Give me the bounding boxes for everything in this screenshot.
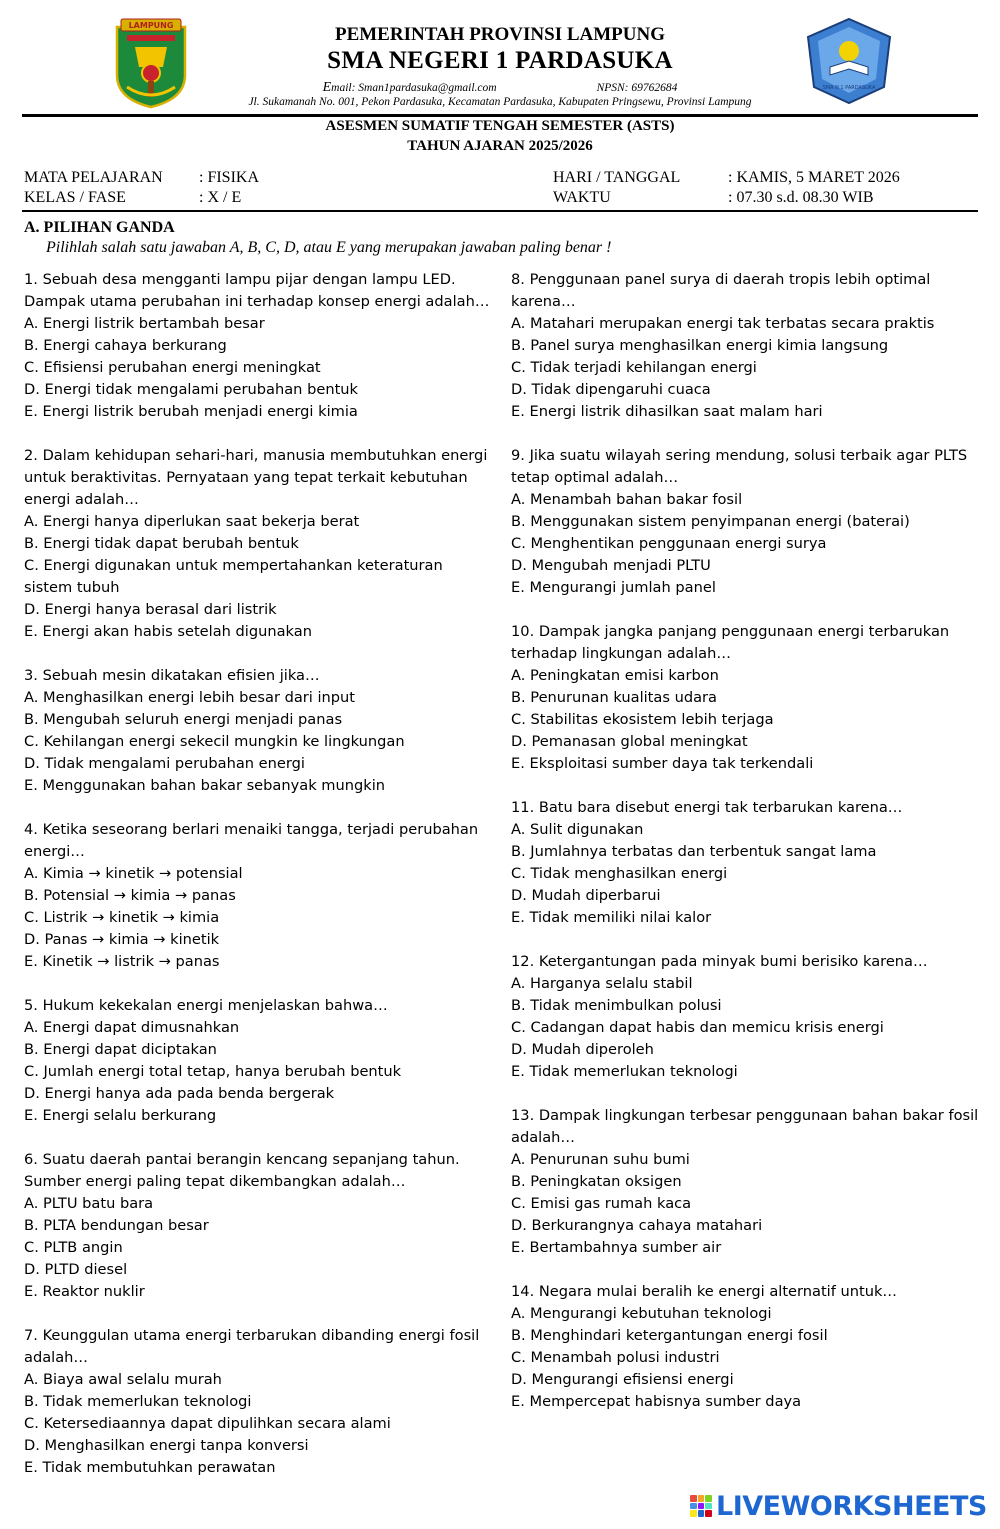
question-line: D. Mudah diperoleh	[511, 1041, 654, 1058]
time-value: : 07.30 s.d. 08.30 WIB	[728, 189, 874, 206]
question-line: E. Energi akan habis setelah digunakan	[24, 623, 312, 640]
question-text: 11. Batu bara disebut energi tak terbarukan karena…	[511, 799, 903, 816]
svg-text:LAMPUNG: LAMPUNG	[128, 21, 174, 30]
question-line: B. Peningkatan oksigen	[511, 1173, 682, 1190]
question-line: A. Energi hanya diperlukan saat bekerja berat	[24, 513, 360, 530]
question-text: 14. Negara mulai beralih ke energi alternatif untuk…	[511, 1283, 898, 1300]
question-line: B. Menghindari ketergantungan energi fosil	[511, 1327, 828, 1344]
question-line: A. Peningkatan emisi karbon	[511, 667, 719, 684]
question-text: 13. Dampak lingkungan terbesar penggunaan bahan bakar fosil	[511, 1107, 979, 1124]
question-block	[24, 269, 502, 423]
liveworksheets-watermark	[690, 1489, 987, 1523]
question-line: B. PLTA bendungan besar	[24, 1217, 209, 1234]
question-line: E. Menggunakan bahan bakar sebanyak mungkin	[24, 777, 386, 794]
question-line: D. Tidak dipengaruhi cuaca	[511, 381, 711, 398]
section-instruction: Pilihlah salah satu jawaban A, B, C, D, atau E yang merupakan jawaban paling benar !	[46, 239, 612, 256]
question-block	[511, 269, 983, 423]
question-text: 9. Jika suatu wilayah sering mendung, solusi terbaik agar PLTS	[511, 447, 968, 464]
questions-right-column	[511, 269, 983, 1435]
day-label: HARI / TANGGAL	[553, 169, 681, 186]
school-name: SMA NEGERI 1 PARDASUKA	[327, 47, 673, 74]
info-divider	[22, 210, 978, 212]
question-line: C. Jumlah energi total tetap, hanya berubah bentuk	[24, 1063, 402, 1080]
question-line: A. Penurunan suhu bumi	[511, 1151, 690, 1168]
question-line: B. Energi cahaya berkurang	[24, 337, 227, 354]
day-value: : KAMIS, 5 MARET 2026	[728, 169, 900, 186]
question-line: karena…	[511, 293, 576, 310]
question-line: Dampak utama perubahan ini terhadap konsep energi adalah…	[24, 293, 490, 310]
question-line: D. Berkurangnya cahaya matahari	[511, 1217, 763, 1234]
watermark-text: LIVEWORKSHEETS	[716, 1490, 987, 1522]
question-line: A. Harganya selalu stabil	[511, 975, 693, 992]
question-text: 1. Sebuah desa mengganti lampu pijar dengan lampu LED.	[24, 271, 456, 288]
lampung-province-emblem	[113, 17, 189, 109]
question-line: E. Mempercepat habisnya sumber daya	[511, 1393, 802, 1410]
question-line: B. Energi dapat diciptakan	[24, 1041, 217, 1058]
question-line: C. Efisiensi perubahan energi meningkat	[24, 359, 321, 376]
header-divider	[22, 114, 978, 117]
question-line: C. PLTB angin	[24, 1239, 123, 1256]
school-email: Email: Sman1pardasuka@gmail.com	[322, 80, 497, 95]
question-line: A. Biaya awal selalu murah	[24, 1371, 222, 1388]
section-title: A. PILIHAN GANDA	[24, 219, 175, 236]
question-line: E. Energi listrik dihasilkan saat malam hari	[511, 403, 823, 420]
question-line: E. Tidak memiliki nilai kalor	[511, 909, 712, 926]
question-line: E. Energi selalu berkurang	[24, 1107, 217, 1124]
question-line: C. Tidak terjadi kehilangan energi	[511, 359, 757, 376]
info-right-values	[728, 168, 900, 208]
question-line: Sumber energi paling tepat dikembangkan adalah…	[24, 1173, 406, 1190]
question-text: 5. Hukum kekekalan energi menjelaskan bahwa…	[24, 997, 388, 1014]
svg-text:SMA N 1 PARDASUKA: SMA N 1 PARDASUKA	[822, 85, 876, 91]
question-line: A. PLTU batu bara	[24, 1195, 154, 1212]
info-right-labels	[553, 168, 680, 208]
question-line: D. Mengubah menjadi PLTU	[511, 557, 711, 574]
question-line: D. Mudah diperbarui	[511, 887, 661, 904]
question-line: energi adalah…	[24, 491, 139, 508]
exam-year: TAHUN AJARAN 2025/2026	[407, 138, 593, 154]
question-line: C. Tidak menghasilkan energi	[511, 865, 728, 882]
question-line: B. Energi tidak dapat berubah bentuk	[24, 535, 299, 552]
question-block	[511, 951, 983, 1083]
question-line: E. Bertambahnya sumber air	[511, 1239, 722, 1256]
info-left-labels	[24, 168, 163, 208]
question-line: E. Reaktor nuklir	[24, 1283, 145, 1300]
question-line: C. Kehilangan energi sekecil mungkin ke lingkungan	[24, 733, 405, 750]
question-line: tetap optimal adalah…	[511, 469, 679, 486]
question-line: C. Energi digunakan untuk mempertahankan keteraturan	[24, 557, 443, 574]
question-line: sistem tubuh	[24, 579, 120, 596]
question-block	[511, 1281, 983, 1413]
question-line: A. Matahari merupakan energi tak terbatas secara praktis	[511, 315, 935, 332]
question-block	[24, 1149, 502, 1303]
school-emblem	[806, 17, 892, 105]
question-text: 2. Dalam kehidupan sehari-hari, manusia membutuhkan energi	[24, 447, 488, 464]
question-line: E. Mengurangi jumlah panel	[511, 579, 716, 596]
question-line: D. Mengurangi efisiensi energi	[511, 1371, 734, 1388]
question-block	[511, 445, 983, 599]
question-line: B. Jumlahnya terbatas dan terbentuk sangat lama	[511, 843, 877, 860]
question-line: A. Energi listrik bertambah besar	[24, 315, 265, 332]
question-line: C. Cadangan dapat habis dan memicu krisis energi	[511, 1019, 884, 1036]
question-line: B. Mengubah seluruh energi menjadi panas	[24, 711, 343, 728]
question-line: D. Pemanasan global meningkat	[511, 733, 748, 750]
question-line: adalah…	[24, 1349, 88, 1366]
time-label: WAKTU	[553, 189, 611, 206]
liveworksheets-logo-icon	[690, 1495, 712, 1517]
subject-value: : FISIKA	[199, 169, 260, 186]
questions-left-column	[24, 269, 502, 1501]
question-line: E. Tidak membutuhkan perawatan	[24, 1459, 276, 1476]
question-line: A. Menghasilkan energi lebih besar dari input	[24, 689, 356, 706]
question-line: B. Menggunakan sistem penyimpanan energi (baterai)	[511, 513, 910, 530]
question-line: D. Panas → kimia → kinetik	[24, 931, 220, 948]
question-block	[24, 819, 502, 973]
question-line: E. Energi listrik berubah menjadi energi kimia	[24, 403, 358, 420]
question-line: B. Panel surya menghasilkan energi kimia langsung	[511, 337, 889, 354]
government-name: PEMERINTAH PROVINSI LAMPUNG	[334, 24, 666, 45]
question-line: A. Kimia → kinetik → potensial	[24, 865, 243, 882]
school-npsn: NPSN: 69762684	[596, 82, 678, 94]
question-text: 6. Suatu daerah pantai berangin kencang sepanjang tahun.	[24, 1151, 460, 1168]
question-block	[511, 797, 983, 929]
question-block	[24, 665, 502, 797]
question-line: C. Menambah polusi industri	[511, 1349, 720, 1366]
question-block	[24, 1325, 502, 1479]
question-line: B. Tidak menimbulkan polusi	[511, 997, 722, 1014]
subject-label: MATA PELAJARAN	[24, 169, 163, 186]
question-line: adalah…	[511, 1129, 575, 1146]
question-line: D. Menghasilkan energi tanpa konversi	[24, 1437, 309, 1454]
question-block	[24, 445, 502, 643]
question-line: D. Energi hanya berasal dari listrik	[24, 601, 277, 618]
question-line: A. Mengurangi kebutuhan teknologi	[511, 1305, 772, 1322]
question-text: 8. Penggunaan panel surya di daerah tropis lebih optimal	[511, 271, 931, 288]
question-line: D. Energi tidak mengalami perubahan bentuk	[24, 381, 358, 398]
question-line: C. Emisi gas rumah kaca	[511, 1195, 692, 1212]
question-text: 4. Ketika seseorang berlari menaiki tangga, terjadi perubahan	[24, 821, 479, 838]
question-line: D. PLTD diesel	[24, 1261, 128, 1278]
question-line: energi…	[24, 843, 85, 860]
class-value: : X / E	[199, 189, 242, 206]
question-line: D. Tidak mengalami perubahan energi	[24, 755, 305, 772]
question-line: E. Tidak memerlukan teknologi	[511, 1063, 738, 1080]
question-text: 3. Sebuah mesin dikatakan efisien jika…	[24, 667, 320, 684]
question-line: C. Stabilitas ekosistem lebih terjaga	[511, 711, 774, 728]
question-text: 7. Keunggulan utama energi terbarukan dibanding energi fosil	[24, 1327, 480, 1344]
question-line: E. Eksploitasi sumber daya tak terkendali	[511, 755, 814, 772]
question-line: terhadap lingkungan adalah…	[511, 645, 731, 662]
exam-title: ASESMEN SUMATIF TENGAH SEMESTER (ASTS)	[325, 118, 675, 134]
info-left-values	[199, 168, 259, 208]
question-text: 12. Ketergantungan pada minyak bumi berisiko karena…	[511, 953, 928, 970]
question-line: A. Menambah bahan bakar fosil	[511, 491, 743, 508]
question-block	[511, 621, 983, 775]
question-line: C. Listrik → kinetik → kimia	[24, 909, 220, 926]
question-text: 10. Dampak jangka panjang penggunaan energi terbarukan	[511, 623, 950, 640]
contact-line	[200, 80, 800, 96]
question-line: A. Energi dapat dimusnahkan	[24, 1019, 240, 1036]
question-line: untuk beraktivitas. Pernyataan yang tepat terkait kebutuhan	[24, 469, 468, 486]
question-line: D. Energi hanya ada pada benda bergerak	[24, 1085, 335, 1102]
school-address: Jl. Sukamanah No. 001, Pekon Pardasuka, Kecamatan Pardasuka, Kabupaten Pringsewu, Provinsi Lampung	[248, 96, 752, 108]
question-line: B. Potensial → kimia → panas	[24, 887, 236, 904]
question-line: B. Tidak memerlukan teknologi	[24, 1393, 252, 1410]
question-line: B. Penurunan kualitas udara	[511, 689, 717, 706]
class-label: KELAS / FASE	[24, 189, 126, 206]
question-line: C. Menghentikan penggunaan energi surya	[511, 535, 827, 552]
question-line: C. Ketersediaannya dapat dipulihkan secara alami	[24, 1415, 391, 1432]
question-line: A. Sulit digunakan	[511, 821, 644, 838]
question-block	[511, 1105, 983, 1259]
question-block	[24, 995, 502, 1127]
question-line: E. Kinetik → listrik → panas	[24, 953, 220, 970]
